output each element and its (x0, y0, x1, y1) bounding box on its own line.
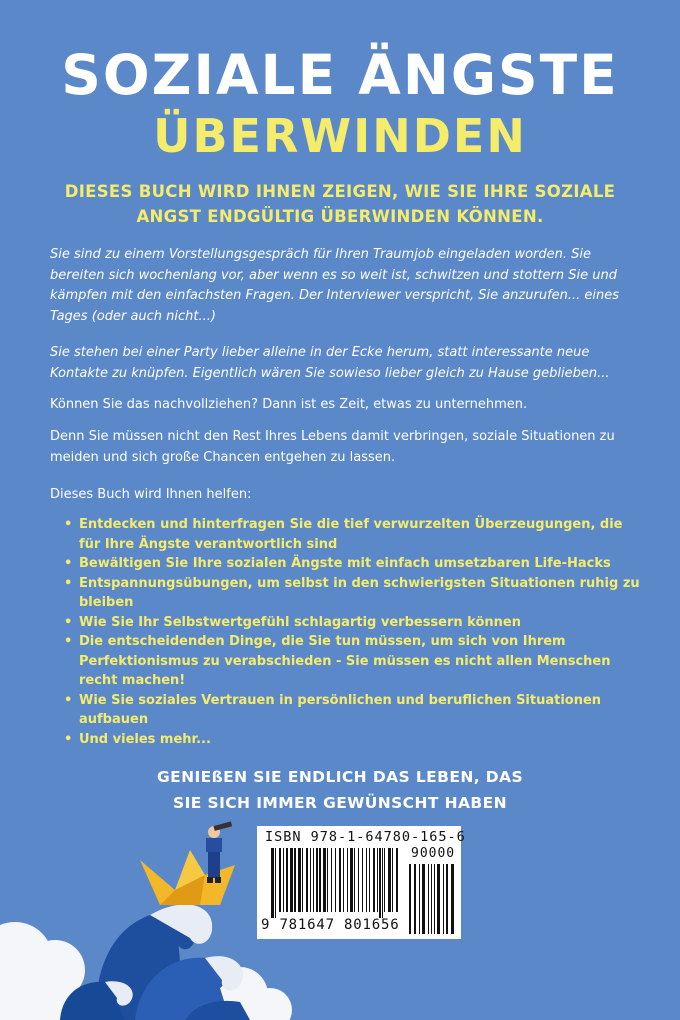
list-item-text: Wie Sie Ihr Selbstwertgefühl schlagartig verbessern können (79, 614, 521, 630)
paper-waves (60, 904, 250, 1020)
closing-line-1: GENIEßEN SIE ENDLICH DAS LEBEN, DAS (156, 768, 524, 786)
price-addon-code: 90000 (411, 846, 456, 861)
list-item-text: Entspannungsübungen, um selbst in den schwierigsten Situationen ruhig zu bleiben (79, 575, 640, 610)
list-item (64, 730, 640, 750)
paragraph-text: Sie stehen bei einer Party lieber alleine in der Ecke herum, statt interessante neue Kontakte zu knüpfen. Eigentlich wären Sie sowieso lieber gleich zu Hause geblieben... (50, 345, 610, 381)
bullet-icon: • (64, 517, 73, 532)
list-item-text: Und vieles mehr... (79, 731, 211, 747)
bullet-icon: • (64, 575, 73, 591)
isbn-number: ISBN 978-1-64780-165-6 (265, 829, 466, 845)
list-item (64, 574, 640, 613)
list-item-text: Die entscheidenden Dinge, die Sie tun müssen, um sich von Ihrem Perfektionismus zu verabschieden - Sie müssen es nicht allen Menschen recht machen! (79, 634, 611, 688)
benefits-list (64, 515, 640, 749)
list-item-text: Wie Sie soziales Vertrauen in persönlichen und beruflichen Situationen aufbauen (79, 692, 602, 727)
title-line-1: SOZIALE ÄNGSTE (61, 43, 619, 107)
list-item (64, 613, 640, 633)
bullet-icon: • (64, 634, 73, 649)
list-item (64, 515, 640, 554)
ean-digits: 9 781647 801656 (261, 917, 400, 933)
bullet-icon: • (64, 556, 73, 571)
bullet-icon: • (64, 731, 73, 747)
paragraph-text: Dieses Buch wird Ihnen helfen: (50, 487, 252, 502)
bullet-icon: • (64, 614, 73, 630)
paragraph-text: Können Sie das nachvollziehen? Dann ist es Zeit, etwas zu unternehmen. (50, 397, 528, 412)
list-item-text: Bewältigen Sie Ihre sozialen Ängste mit einfach umsetzbaren Life-Hacks (79, 556, 611, 571)
paragraph-text: Denn Sie müssen nicht den Rest Ihres Lebens damit verbringen, soziale Situationen zu meiden und sich große Chancen entgehen zu lassen. (50, 429, 615, 465)
lead-statement: DIESES BUCH WIRD IHNEN ZEIGEN, WIE SIE IHRE SOZIALE ANGST ENDGÜLTIG ÜBERWINDEN KÖNNEN. (64, 182, 616, 226)
paragraph-interview (50, 245, 628, 327)
paragraph-party (50, 343, 628, 384)
title-line-2: ÜBERWINDEN (153, 109, 527, 163)
closing-slogan (0, 764, 680, 816)
bullets-intro (50, 485, 628, 506)
list-item (64, 632, 640, 691)
bullet-icon: • (64, 692, 73, 708)
list-item (64, 554, 640, 574)
list-item (64, 691, 640, 730)
paragraph-text: Sie sind zu einem Vorstellungsgespräch für Ihren Traumjob eingeladen worden. Sie bereiten sich wochenlang vor, aber wenn es so weit ist, schwitzen und stottern Sie und kämpfen mit den einfachsten Fragen. Der Interviewer verspricht, Sie anzurufen... eines Tages (oder auch nicht...) (50, 247, 620, 324)
closing-line-2: SIE SICH IMMER GEWÜNSCHT HABEN (173, 794, 507, 812)
list-item-text: Entdecken und hinterfragen Sie die tief verwurzelten Überzeugungen, die für Ihre Ängste verantwortlich sind (79, 517, 623, 552)
isbn-barcode (257, 826, 466, 939)
paragraph-question (50, 395, 628, 416)
paragraph-situations (50, 427, 628, 468)
